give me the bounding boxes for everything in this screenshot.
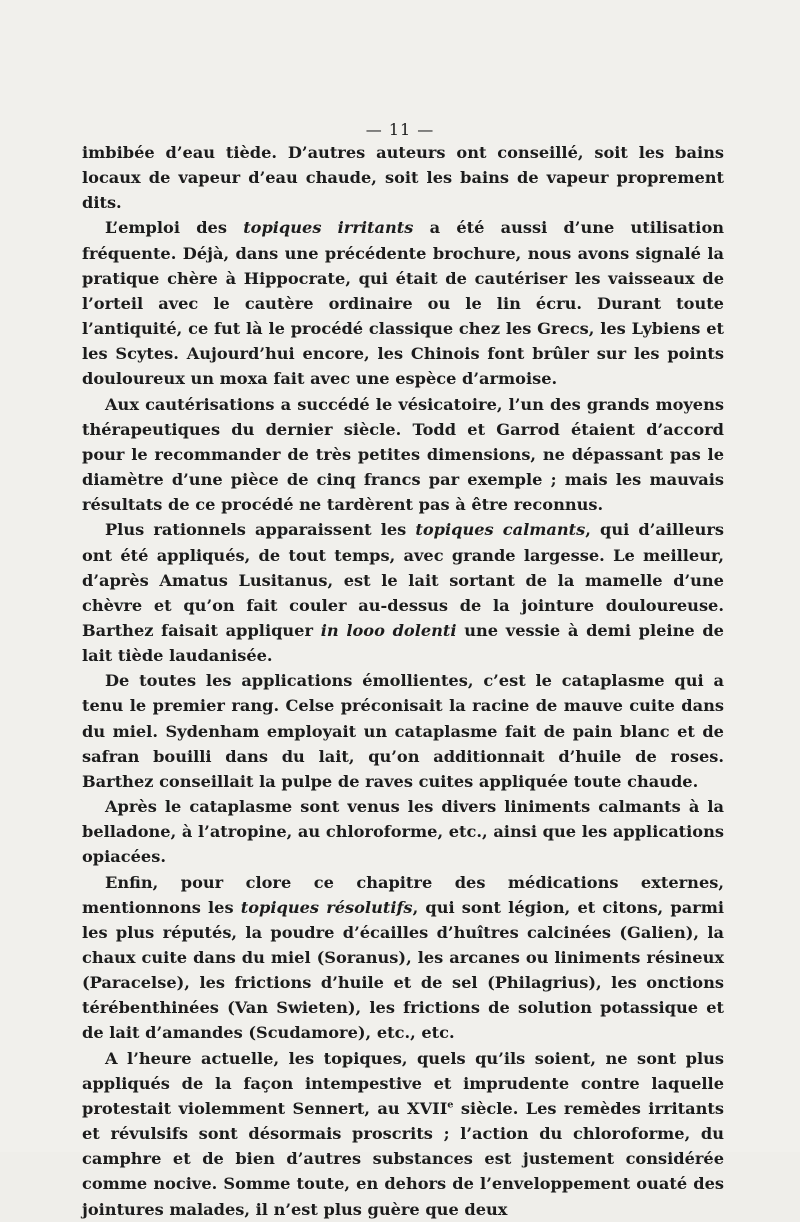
text-run: L’emploi des [105, 218, 244, 238]
text-run: De toutes les applications émollientes, c’est le cataplasme qui a tenu le premier rang. Celse préconisait la racine de mauve cuite dans du miel. Sydenham employait un cataplasme fait de pain blanc et de safran bouilli dans du lait, qu’on additionnait d’huile de roses. Barthez conseillait la pulpe de raves cuites appliquée toute chaude. [82, 671, 724, 791]
body-text [82, 140, 724, 1222]
paragraph [82, 140, 724, 215]
text-run: siècle. Les remèdes irritants et révulsifs sont désormais proscrits ; l’action du chloroforme, du camphre et de bien d’autres substances est justement considérée comme nocive. Somme toute, en dehors de l’enveloppement ouaté des jointures malades, il n’est plus guère que deux [82, 1098, 724, 1219]
text-run: A l’heure actuelle, les topiques, quels qu’ils soient, ne sont plus appliqués de la façon intempestive et imprudente contre laquelle protestait violemment Sennert, au XVII [82, 1048, 724, 1118]
italic-term: topiques calmants [415, 520, 586, 540]
paragraph [82, 392, 724, 518]
text-run: une vessie à demi pleine de lait tiède laudanisée. [82, 620, 724, 666]
italic-term: topiques résolutifs [240, 897, 413, 917]
superscript: e [447, 1099, 454, 1111]
paragraph [82, 870, 724, 1046]
paragraph [82, 1046, 724, 1222]
page-number: — 11 — [365, 120, 435, 139]
text-run: imbibée d’eau tiède. D’autres auteurs ont conseillé, soit les bains locaux de vapeur d’eau chaude, soit les bains de vapeur proprement dits. [82, 143, 724, 213]
text-run: Enfin, pour clore ce chapitre des médications externes, mentionnons les [82, 872, 724, 917]
text-run: Aux cautérisations a succédé le vésicatoire, l’un des grands moyens thérapeutiques du dernier siècle. Todd et Garrod étaient d’accord pour le recommander de très petites dimensions, ne dépassant pas le diamètre d’une pièce de cinq francs par exemple ; mais les mauvais résultats de ce procédé ne tardèrent pas à être reconnus. [82, 394, 724, 515]
paragraph [82, 517, 724, 668]
text-run: Après le cataplasme sont venus les divers liniments calmants à la belladone, à l’atropine, au chloroforme, etc., ainsi que les applications opiacées. [82, 797, 724, 867]
text-run: Plus rationnels apparaissent les [105, 520, 416, 540]
text-run: a été aussi d’une utilisation fréquente. Déjà, dans une précédente brochure, nous avons signalé la pratique chère à Hippocrate, qui était de cautériser les vaisseaux de l’orteil avec le cautère ordinaire ou le lin écru. Durant toute l’antiquité, ce fut là le procédé classique chez les Grecs, les Lybiens et les Scytes. Aujourd’hui encore, les Chinois font brûler sur les points douloureux un moxa fait avec une espèce d’armoise. [82, 218, 725, 389]
paragraph [82, 215, 724, 391]
text-run: , qui sont légion, et citons, parmi les plus réputés, la poudre d’écailles d’huîtres calcinées (Galien), la chaux cuite dans du miel (Soranus), les arcanes ou liniments résineux (Paracelse), les frictions d’huile et de sel (Philagrius), les onctions térébenthinées (Van Swieten), les frictions de solution potassique et de lait d’amandes (Scudamore), etc., etc. [82, 897, 724, 1043]
text-run: , qui d’ailleurs ont été appliqués, de tout temps, avec grande largesse. Le meilleur, d’après Amatus Lusitanus, est le lait sortant de la mamelle d’une chèvre et qu’on fait couler au-dessus de la jointure douloureuse. Barthez faisait appliquer [82, 520, 725, 640]
paragraph [82, 794, 724, 869]
paragraph [82, 668, 724, 794]
italic-term: in looo dolenti [320, 620, 457, 640]
italic-term: topiques irritants [243, 218, 414, 238]
